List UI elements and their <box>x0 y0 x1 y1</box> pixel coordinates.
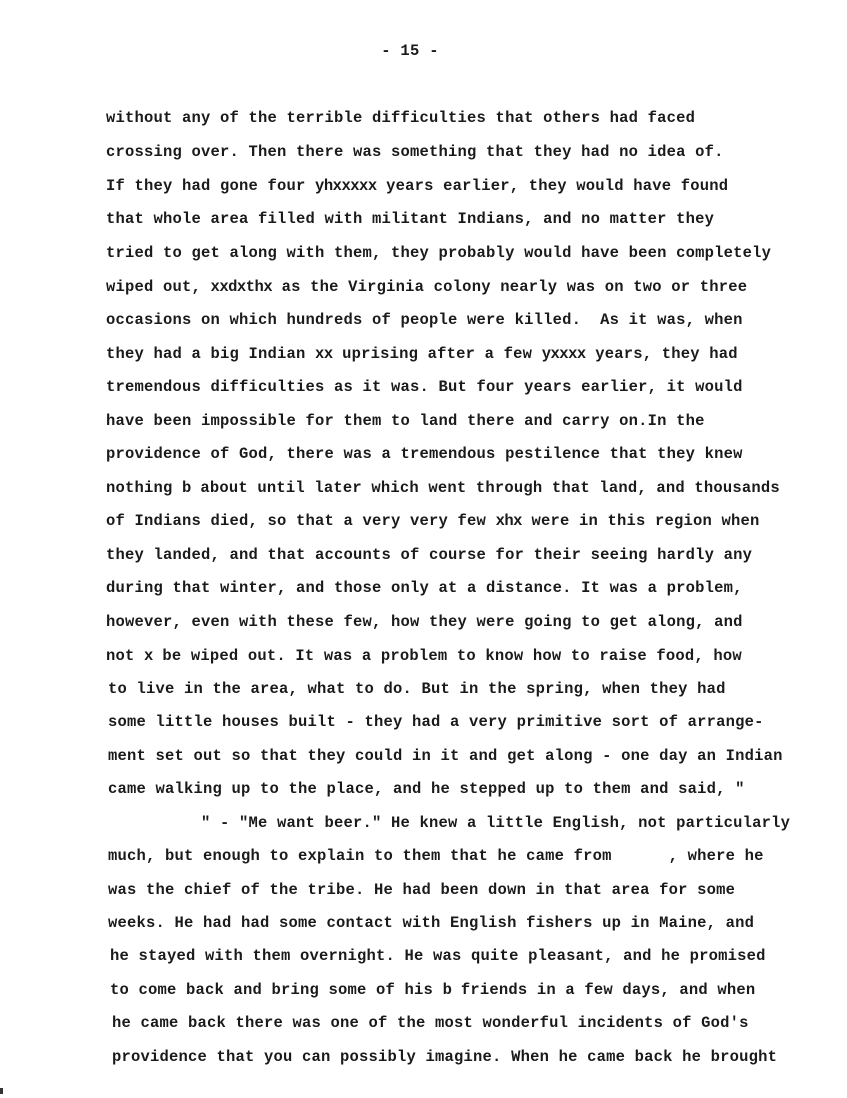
line-text: wiped out, <box>106 278 211 296</box>
text-line <box>108 846 764 866</box>
line-text: friends in a few days, and when <box>451 981 756 999</box>
line-text: years earlier, they would have found <box>376 177 729 195</box>
overtyped-text: b <box>442 981 452 999</box>
page-number: - 15 - <box>381 42 439 60</box>
line-text: not <box>106 647 145 665</box>
line-text: ment set out so that they could in it and get along - one day an Indian <box>108 747 783 765</box>
text-line <box>106 176 728 196</box>
text-line <box>106 578 743 598</box>
text-line <box>108 679 726 699</box>
line-text: be wiped out. It was a problem to know how to raise food, how <box>152 647 742 665</box>
text-line <box>106 511 760 531</box>
line-text: providence of God, there was a tremendous pestilence that they knew <box>106 445 743 463</box>
text-line <box>110 946 766 966</box>
text-line <box>112 1013 749 1033</box>
text-line <box>106 612 743 632</box>
line-text: some little houses built - they had a very primitive sort of arrange- <box>108 713 764 731</box>
overtyped-text: yhxxxxx <box>315 177 377 195</box>
line-text: If they had gone four <box>106 177 316 195</box>
text-line <box>106 108 695 128</box>
line-text: crossing over. Then there was something that they had no idea of. <box>106 143 724 161</box>
line-text: he stayed with them overnight. He was quite pleasant, and he promised <box>110 947 766 965</box>
overtyped-text: xx <box>315 345 333 363</box>
line-text: tremendous difficulties as it was. But four years earlier, it would <box>106 378 743 396</box>
line-text: they landed, and that accounts of course for their seeing hardly any <box>106 546 753 564</box>
text-line <box>110 980 755 1000</box>
line-text: that whole area filled with militant Indians, and no matter they <box>106 210 715 228</box>
line-text: during that winter, and those only at a distance. It was a problem, <box>106 579 743 597</box>
line-text: to come back and bring some of his <box>110 981 443 999</box>
line-text: providence that you can possibly imagine. When he came back he brought <box>112 1048 778 1066</box>
line-text: of Indians died, so that a very very few <box>106 512 496 530</box>
overtyped-text: b <box>182 479 191 497</box>
line-text: " - "Me want beer." He knew a little English, not particularly <box>106 814 791 832</box>
text-line <box>106 478 780 498</box>
overtyped-text: x <box>144 647 153 665</box>
line-text: was the chief of the tribe. He had been down in that area for some <box>108 881 736 899</box>
line-text: uprising after a few <box>332 345 542 363</box>
text-line <box>106 243 771 263</box>
line-text: nothing <box>106 479 183 497</box>
line-text: have been impossible for them to land there and carry on.In the <box>106 412 705 430</box>
line-text: were in this region when <box>521 512 760 530</box>
overtyped-text: xxdxthx <box>210 278 273 296</box>
text-line <box>106 209 714 229</box>
text-line <box>106 277 747 297</box>
text-line <box>106 142 724 162</box>
text-line <box>108 746 783 766</box>
line-text: however, even with these few, how they were going to get along, and <box>106 613 743 631</box>
text-line <box>108 913 754 933</box>
text-line <box>108 779 745 799</box>
line-text: occasions on which hundreds of people were killed. As it was, when <box>106 311 743 329</box>
line-text: as the Virginia colony nearly was on two or three <box>272 278 748 296</box>
text-line <box>106 310 743 330</box>
overtyped-text: yxxxx <box>541 345 586 363</box>
text-line <box>108 880 735 900</box>
text-line <box>106 377 743 397</box>
line-text: to live in the area, what to do. But in the spring, when they had <box>108 680 726 698</box>
line-text: much, but enough to explain to them that he came from , where he <box>108 847 764 865</box>
line-text: about until later which went through that land, and thousands <box>190 479 780 497</box>
text-line <box>106 411 705 431</box>
text-line <box>106 444 743 464</box>
line-text: they had a big Indian <box>106 345 316 363</box>
overtyped-text: xhx <box>495 512 522 530</box>
text-line <box>108 712 764 732</box>
line-text: tried to get along with them, they probably would have been completely <box>106 244 772 262</box>
line-text: came walking up to the place, and he stepped up to them and said, " <box>108 780 745 798</box>
text-line <box>106 813 790 833</box>
text-line <box>106 344 738 364</box>
text-line <box>112 1047 777 1067</box>
text-line <box>106 646 742 666</box>
line-text: years, they had <box>585 345 738 363</box>
text-line <box>106 545 752 565</box>
scan-mark <box>0 1088 3 1094</box>
line-text: without any of the terrible difficulties that others had faced <box>106 109 696 127</box>
line-text: weeks. He had had some contact with English fishers up in Maine, and <box>108 914 755 932</box>
line-text: he came back there was one of the most wonderful incidents of God's <box>112 1014 749 1032</box>
